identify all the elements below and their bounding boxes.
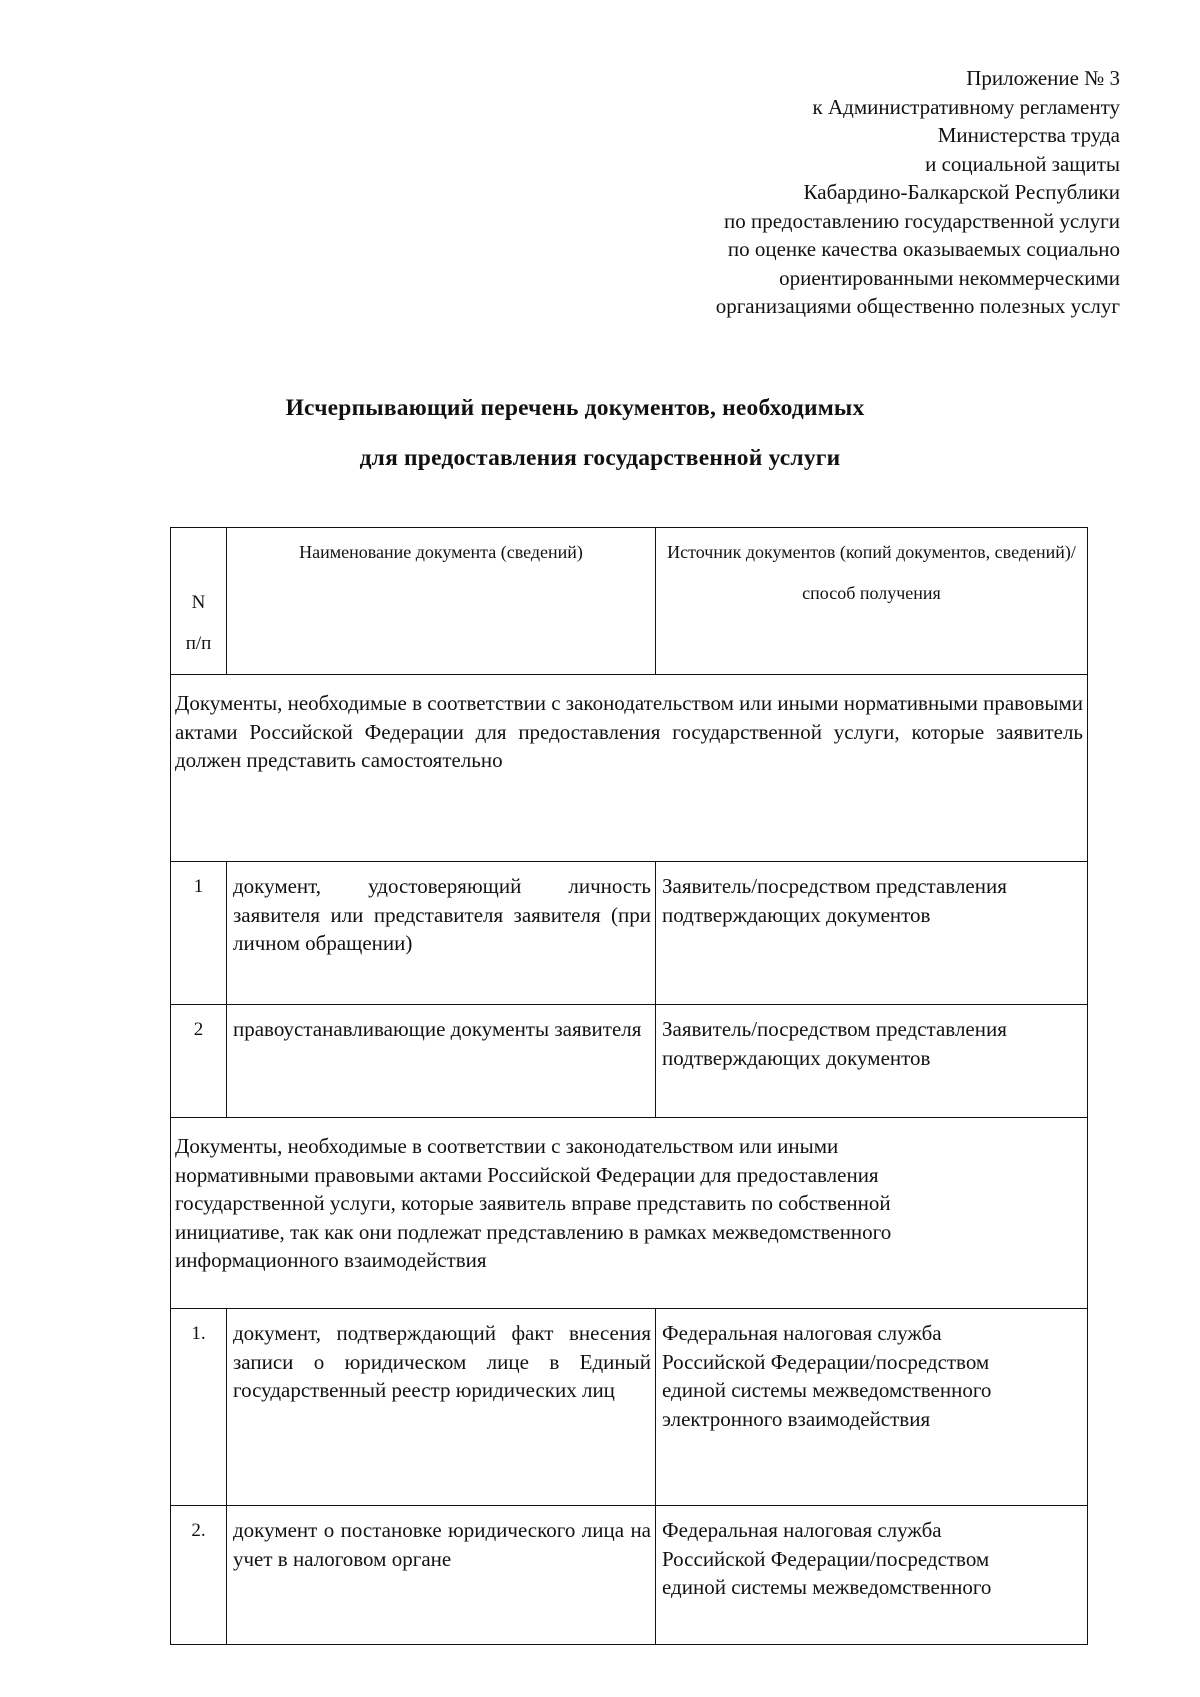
row-source-line: Российской Федерации/посредством [662,1349,990,1374]
appendix-line: Министерства труда [937,123,1120,147]
section-2-heading [171,1118,1088,1309]
appendix-line: к Административному регламенту [812,94,1120,119]
appendix-line: Приложение № 3 [966,66,1120,90]
row-document-name: документ, удостоверяющий личность заявителя или представителя заявителя (при личном обращении) [227,862,656,1005]
title-line-1: Исчерпывающий перечень документов, необходимых [285,395,865,421]
section-1-heading: Документы, необходимые в соответствии с законодательством или иными нормативными правовыми актами Российской Федерации для предоставления государственной услуги, которые заявитель должен представить самостоятельно [171,675,1088,862]
section-2-line: инициативе, так как они подлежат представлению в рамках межведомственного [175,1219,892,1244]
row-number: 1. [171,1309,227,1506]
appendix-line: организациями общественно полезных услуг [715,294,1120,318]
header-num-cell [171,528,227,675]
header-num-sublabel: п/п [185,633,212,654]
appendix-line: ориентированными некоммерческими [779,265,1120,290]
row-document-name: правоустанавливающие документы заявителя [227,1005,656,1118]
header-source-method: способ получения [802,583,941,603]
document-title [0,383,1200,483]
row-source-line: единой системы межведомственного [662,1378,992,1402]
header-num-label: N [191,592,206,613]
table-header-row [171,528,1088,675]
header-name-cell: Наименование документа (сведений) [227,528,656,675]
table-row [171,1309,1088,1506]
section-2-line: нормативными правовыми актами Российской Федерации для предоставления [175,1162,879,1187]
table-row [171,1506,1088,1645]
appendix-line: по оценке качества оказываемых социально [727,237,1120,261]
row-source-line: единой системы межведомственного [662,1575,992,1599]
title-line-2: для предоставления государственной услуги [359,445,841,471]
row-source-line: Федеральная налоговая служба [662,1518,942,1542]
row-number: 2 [171,1005,227,1118]
header-source-cell [656,528,1088,675]
section-row [171,675,1088,862]
section-2-line: информационного взаимодействия [175,1248,487,1272]
section-2-line: Документы, необходимые в соответствии с законодательством или иными [175,1134,839,1158]
row-source-line: электронного взаимодействия [662,1406,931,1431]
row-document-name: документ, подтверждающий факт внесения записи о юридическом лице в Единый государственный реестр юридических лиц [227,1309,656,1506]
appendix-line: Кабардино-Балкарской Республики [803,180,1120,204]
table-row [171,1005,1088,1118]
row-document-source: Заявитель/посредством представления подтверждающих документов [656,862,1088,1005]
row-source-line: Федеральная налоговая служба [662,1321,942,1345]
section-row [171,1118,1088,1309]
row-document-name: документ о постановке юридического лица на учет в налоговом органе [227,1506,656,1645]
header-source-label: Источник документов (копий документов, сведений)/ [667,542,1076,562]
appendix-header [560,64,1120,321]
row-number: 2. [171,1506,227,1645]
row-document-source [656,1506,1088,1645]
appendix-line: по предоставлению государственной услуги [724,208,1120,233]
appendix-line: и социальной защиты [925,151,1120,176]
row-source-line: Российской Федерации/посредством [662,1546,990,1571]
row-document-source [656,1309,1088,1506]
section-2-line: государственной услуги, которые заявитель вправе представить по собственной [175,1191,891,1215]
row-number: 1 [171,862,227,1005]
table-row [171,862,1088,1005]
documents-table [170,527,1088,1645]
row-document-source: Заявитель/посредством представления подтверждающих документов [656,1005,1088,1118]
